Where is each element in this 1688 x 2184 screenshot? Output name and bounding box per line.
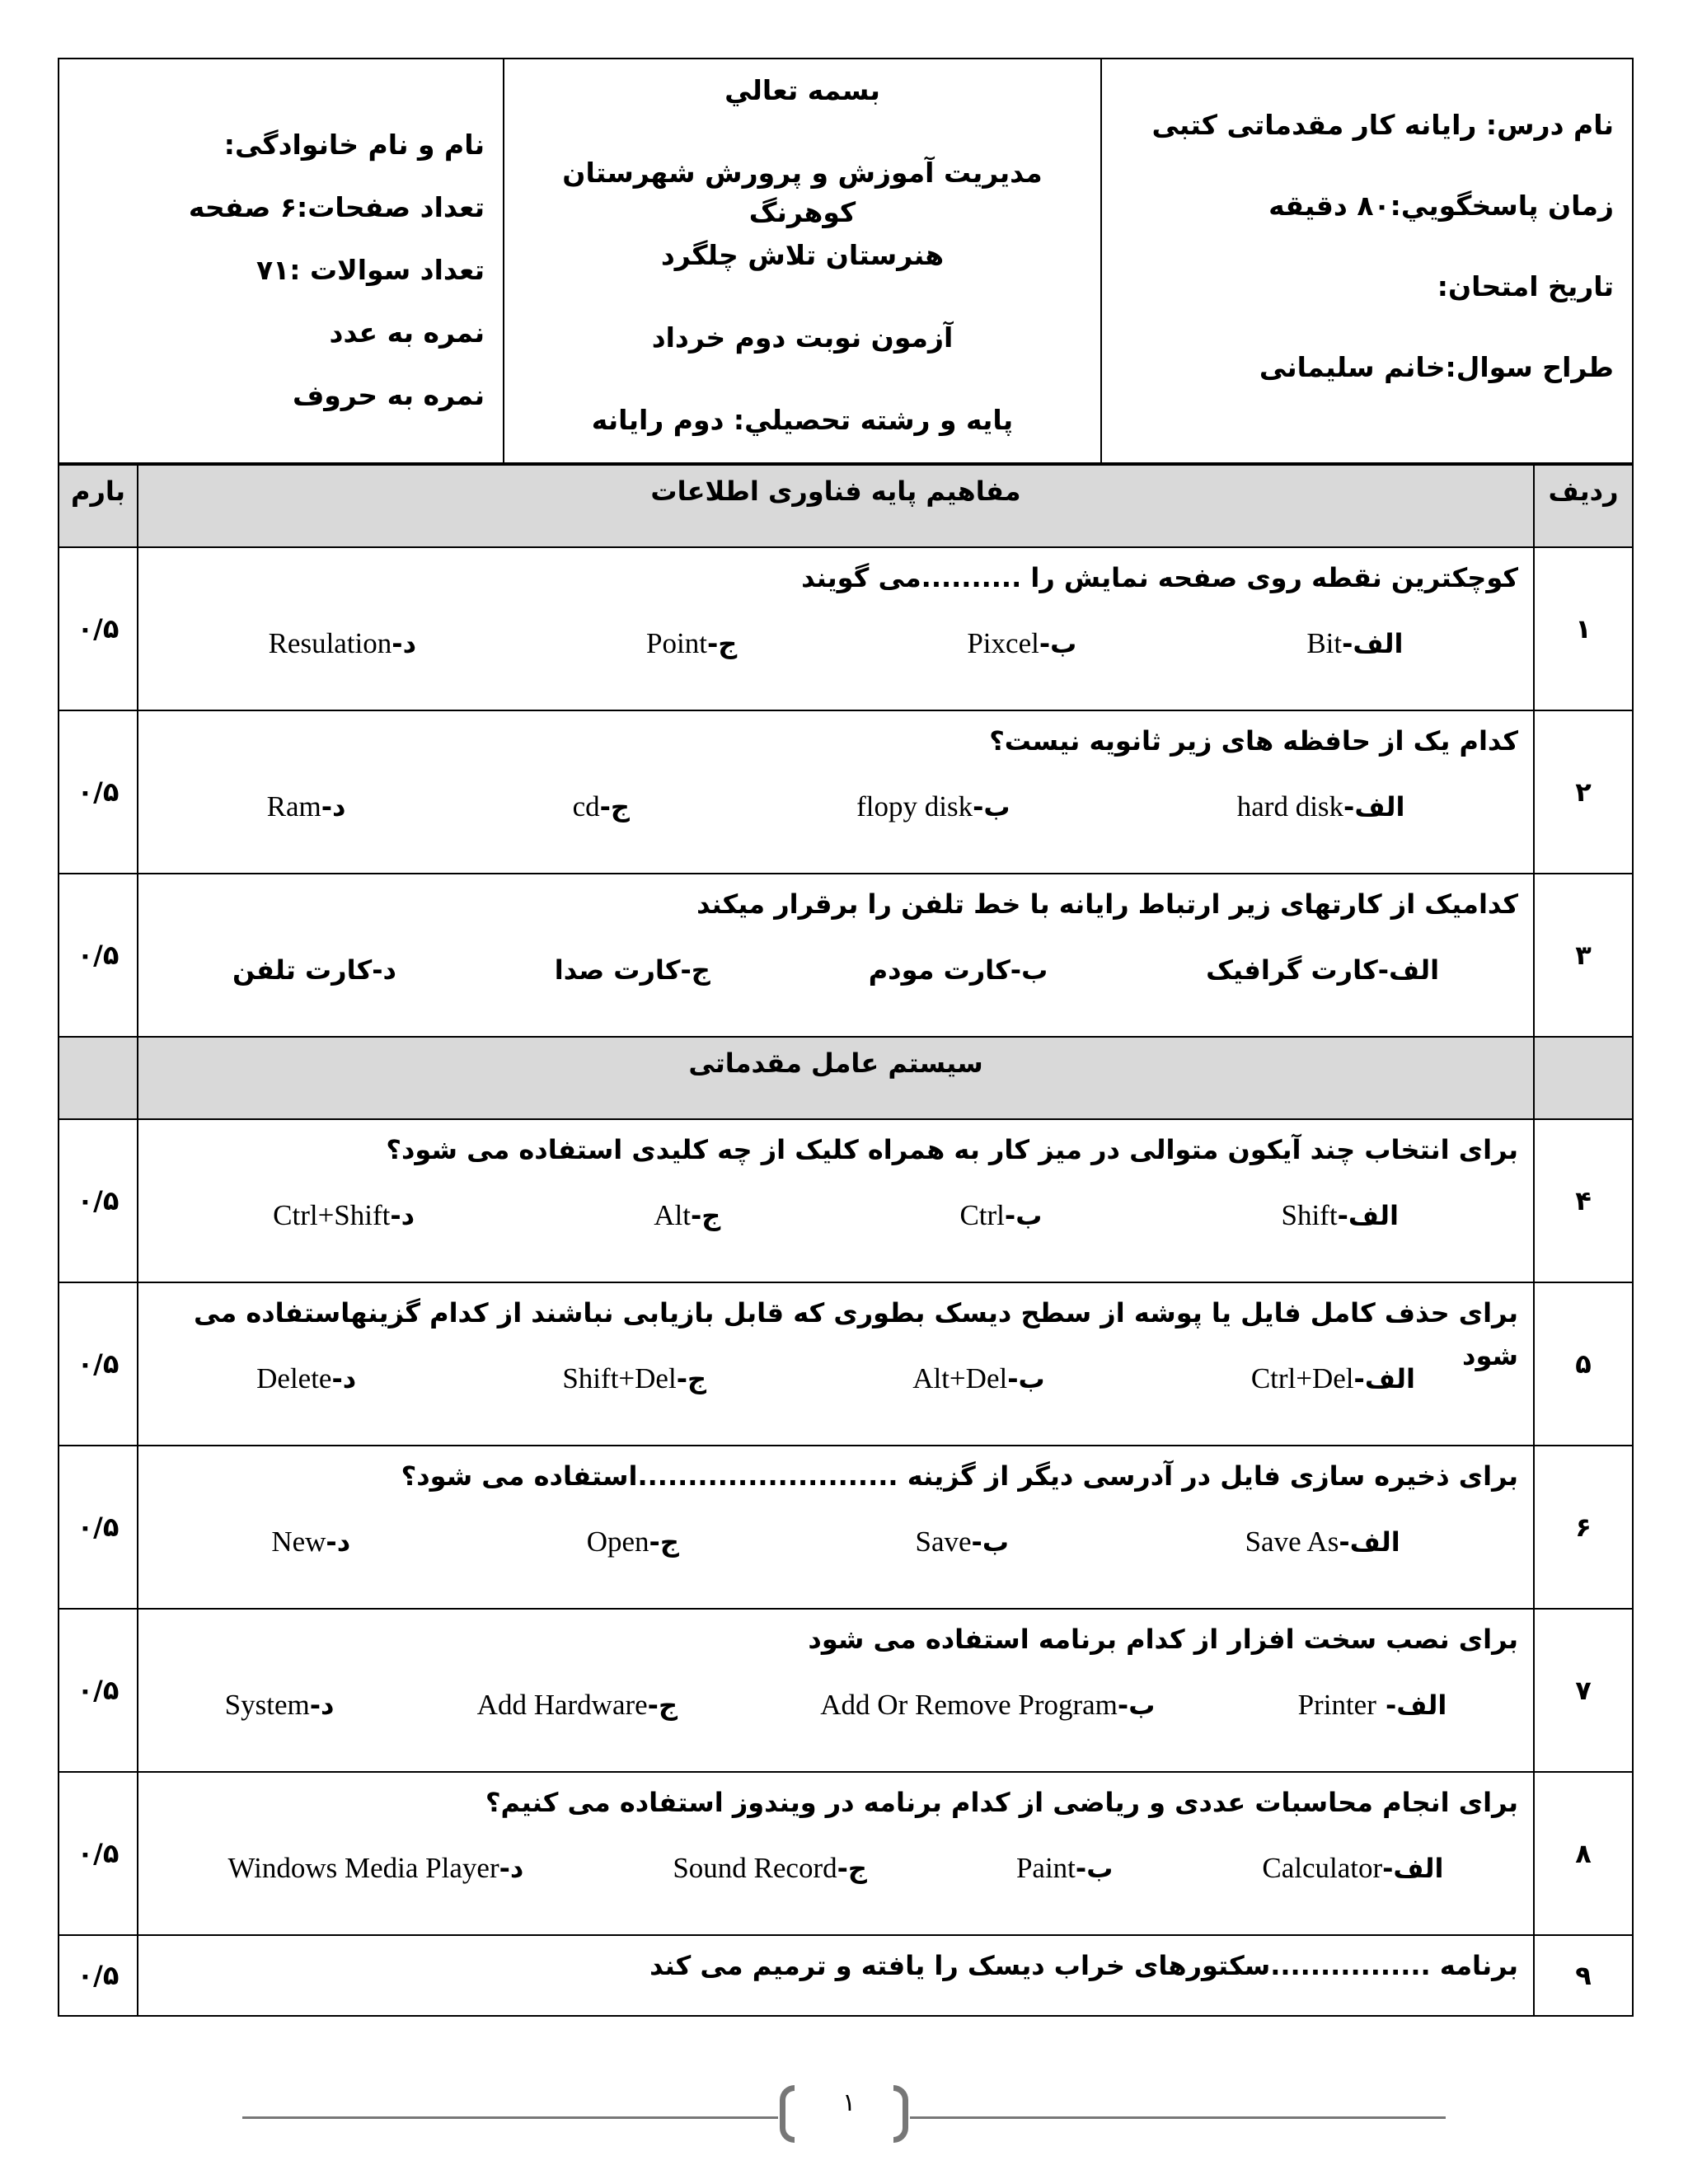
page-count: تعداد صفحات:۶ صفحه: [188, 191, 485, 223]
option-a: الف-Ctrl+Del: [1250, 1362, 1415, 1394]
option-d: د-Delete: [256, 1362, 357, 1394]
question-cell: [138, 547, 1534, 710]
basmala: بسمه تعالي: [724, 74, 880, 106]
question-row: [59, 1282, 1633, 1446]
score-number-label: نمره به عدد: [329, 316, 485, 349]
question-number: ۹: [1534, 1935, 1633, 2016]
question-cell: [138, 1119, 1534, 1282]
section-title: مفاهيم پايه فناوری اطلاعات: [138, 465, 1534, 547]
options-row: [153, 945, 1518, 995]
option-a: الف-Save As: [1245, 1526, 1400, 1558]
question-mark: ۰/۵: [59, 1609, 138, 1772]
question-row: [59, 1772, 1633, 1935]
option-b: ب-Alt+Del: [912, 1362, 1045, 1394]
section-title: سیستم عامل مقدماتی: [138, 1037, 1534, 1119]
question-mark: ۰/۵: [59, 1282, 138, 1446]
section-header-row: [59, 465, 1633, 547]
option-a: الف-Calculator: [1262, 1852, 1444, 1884]
option-a: الف- Printer: [1297, 1689, 1447, 1721]
footer-rule-left: [242, 2116, 778, 2119]
section-empty-cell: [59, 1037, 138, 1119]
option-b: ب-Ctrl: [959, 1199, 1043, 1231]
footer-rule-right: [910, 2116, 1446, 2119]
options-row: [153, 1680, 1518, 1730]
question-text: کداميک از کارتهای زير ارتباط رايانه با خط تلفن را برقرار ميکند: [696, 888, 1518, 920]
question-text: برای حذف کامل فايل يا پوشه از سطح ديسک بطوری که قابل بازيابی نباشند از کدام گزينهاستفاده می شود: [194, 1297, 1518, 1371]
option-d: د-Windows Media Player: [227, 1852, 524, 1884]
option-d: د-Ctrl+Shift: [273, 1199, 415, 1231]
question-row: [59, 1119, 1633, 1282]
question-text: کدام يک از حافظه های زير ثانويه نيست؟: [989, 725, 1518, 757]
options-row: [153, 619, 1518, 668]
grade-field: پايه و رشته تحصيلي: دوم رایانه: [591, 404, 1014, 436]
school-name: هنرستان تلاش چلگرد: [660, 239, 945, 271]
question-text: برای ذخيره سازی فايل در آدرسی ديگر از گزينه ..........................استفاده می شود؟: [401, 1460, 1518, 1492]
option-b: ب-Save: [915, 1526, 1009, 1558]
header-school-info: [503, 59, 1100, 462]
exam-header: [58, 58, 1634, 464]
question-cell: [138, 1772, 1534, 1935]
option-b: ب-Pixcel: [967, 627, 1077, 659]
questions-table: [58, 464, 1634, 2017]
question-row: [59, 874, 1633, 1037]
question-row: [59, 710, 1633, 874]
question-number: ۷: [1534, 1609, 1633, 1772]
options-row: [153, 1844, 1518, 1893]
option-b: ب-کارت مودم: [868, 954, 1048, 986]
option-d: د-System: [224, 1689, 335, 1721]
option-a: الف-کارت گرافیک: [1206, 954, 1440, 986]
course-name: نام درس: رایانه کار مقدماتی کتبی: [1151, 109, 1614, 141]
question-mark: ۰/۵: [59, 1772, 138, 1935]
answer-time: زمان پاسخگويي:۸۰ دقیقه: [1268, 190, 1614, 222]
question-designer: طراح سوال:خانم سلیمانی: [1259, 351, 1614, 383]
option-b: ب-Add Or Remove Program: [820, 1689, 1156, 1721]
column-mark-header: بارم: [59, 465, 138, 547]
header-student-info: [59, 59, 503, 462]
question-number: ۳: [1534, 874, 1633, 1037]
student-name-label: نام و نام خانوادگی:: [223, 129, 485, 161]
question-number: ۱: [1534, 547, 1633, 710]
question-number: ۴: [1534, 1119, 1633, 1282]
question-cell: [138, 874, 1534, 1037]
option-a: الف-hard disk: [1236, 790, 1405, 823]
footer-bracket-left: [780, 2085, 795, 2143]
question-row: [59, 1935, 1633, 2016]
options-row: [153, 1517, 1518, 1567]
question-mark: ۰/۵: [59, 547, 138, 710]
question-mark: ۰/۵: [59, 874, 138, 1037]
page-footer: [0, 2077, 1688, 2151]
exam-title: آزمون نوبت دوم خرداد: [651, 321, 954, 354]
question-text: برای انتخاب چند آيکون متوالی در ميز کار به همراه کليک از چه کليدی استفاده می شود؟: [386, 1134, 1518, 1165]
question-text: برای انجام محاسبات عددی و رياضی از کدام برنامه در ويندوز استفاده می کنيم؟: [485, 1787, 1518, 1818]
question-cell: [138, 1935, 1534, 2016]
question-cell: [138, 1609, 1534, 1772]
option-c: ج-Alt: [654, 1199, 721, 1231]
option-c: ج-Shift+Del: [562, 1362, 707, 1394]
section-header-row: [59, 1037, 1633, 1119]
question-cell: [138, 710, 1534, 874]
option-c: ج-Open: [586, 1526, 679, 1558]
option-d: د-Ram: [266, 790, 346, 823]
option-d: د-New: [271, 1526, 351, 1558]
options-row: [153, 782, 1518, 832]
question-mark: ۰/۵: [59, 1935, 138, 2016]
question-number: ۲: [1534, 710, 1633, 874]
option-d: د-کارت تلفن: [232, 954, 396, 986]
question-row: [59, 547, 1633, 710]
score-letters-label: نمره به حروف: [292, 379, 485, 411]
question-mark: ۰/۵: [59, 1119, 138, 1282]
option-a: الف-Bit: [1306, 627, 1404, 659]
question-text: برای نصب سخت افزار از کدام برنامه استفاده می شود: [808, 1624, 1518, 1655]
column-row-header: رديف: [1534, 465, 1633, 547]
option-a: الف-Shift: [1281, 1199, 1399, 1231]
option-c: ج-cd: [572, 790, 630, 823]
question-number: ۸: [1534, 1772, 1633, 1935]
option-d: د-Resulation: [268, 627, 416, 659]
header-course-info: [1100, 59, 1632, 462]
question-mark: ۰/۵: [59, 1446, 138, 1609]
page-number: ۱: [842, 2088, 856, 2117]
option-c: ج-Add Hardware: [476, 1689, 678, 1721]
option-b: ب-flopy disk: [856, 790, 1010, 823]
option-c: ج-کارت صدا: [554, 954, 710, 986]
question-cell: [138, 1282, 1534, 1446]
question-number: ۶: [1534, 1446, 1633, 1609]
question-number: ۵: [1534, 1282, 1633, 1446]
option-c: ج-Point: [646, 627, 738, 659]
options-row: [153, 1354, 1518, 1404]
question-row: [59, 1446, 1633, 1609]
footer-bracket-right: [893, 2085, 908, 2143]
question-text: کوچکترين نقطه روی صفحه نمايش را ..........می گويند: [801, 562, 1518, 593]
exam-sheet: [58, 58, 1634, 2017]
question-mark: ۰/۵: [59, 710, 138, 874]
section-empty-cell: [1534, 1037, 1633, 1119]
question-row: [59, 1609, 1633, 1772]
exam-date: تاريخ امتحان:: [1437, 270, 1614, 302]
question-text: برنامه ................سکتورهای خراب ديسک را يافته و ترميم می کند: [649, 1950, 1518, 1981]
option-b: ب-Paint: [1015, 1852, 1114, 1884]
option-c: ج-Sound Record: [673, 1852, 867, 1884]
education-admin: مديريت آموزش و پرورش شهرستان کوهرنگ: [562, 157, 1043, 228]
options-row: [153, 1191, 1518, 1240]
question-count: تعداد سوالات :۷۱: [256, 254, 485, 286]
question-cell: [138, 1446, 1534, 1609]
